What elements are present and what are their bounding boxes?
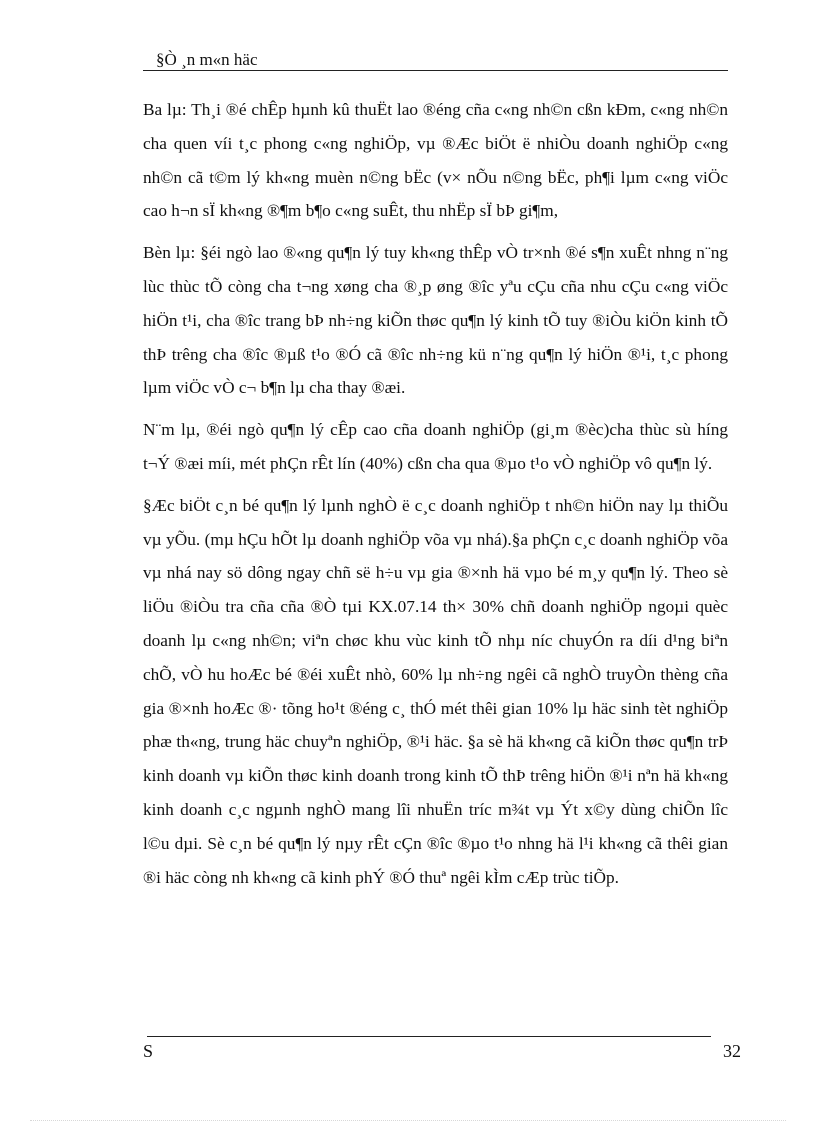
header-rule: [143, 70, 728, 71]
page-number: 32: [723, 1041, 741, 1061]
paragraph-dac-biet: §Æc biÖt c¸n bé qu¶n lý lµnh nghÒ ë c¸c doanh nghiÖp t nh©n hiÖn nay lµ thiÕu vµ yÕu. (mµ hÇu hÕt lµ doanh nghiÖp võa vµ nhá).§a phÇn c¸c doanh nghiÖp võa vµ nhá nay sö dông ngay chñ së h÷u vµ gia ®×nh hä vµo bé m¸y qu¶n lý. Theo sè liÖu ®iÒu tra cña cña ®Ò tµi KX.07.14 th× 30% chñ doanh nghiÖp ngoµi quèc doanh lµ c«ng nh©n; viªn chøc khu vùc kinh tÕ nhµ níc chuyÓn ra díi d¹ng biªn chÕ, vÒ hu hoÆc bé ®éi xuÊt nhò, 60% lµ nh÷ng ngêi cã nghÒ truyÒn thèng cña gia ®×nh hoÆc ®· tõng ho¹t ®éng c¸ thÓ mét thêi gian 10% lµ häc sinh tèt nghiÖp phæ th«ng, trung häc chuyªn nghiÖp, ®¹i häc. §a sè hä kh«ng cã kiÕn thøc qu¶n trÞ kinh doanh vµ kiÕn thøc kinh doanh trong kinh tÕ thÞ trêng hiÖn ®¹i nªn hä kh«ng kinh doanh c¸c ngµnh nghÒ mang lîi nhuËn tríc m¾t vµ Ýt x©y dùng chiÕn lîc l©u dµi. Sè c¸n bé qu¶n lý nµy rÊt cÇn ®îc ®µo t¹o nhng hä l¹i kh«ng cã thêi gian ®i häc còng nh kh«ng cã kinh phÝ ®Ó thuª ngêi kÌm cÆp trùc tiÕp.: [143, 495, 728, 887]
page-header-title: §Ò ¸n m«n häc: [156, 50, 258, 69]
document-body: [143, 93, 728, 902]
paragraph-nam-la: N¨m lµ, ®éi ngò qu¶n lý cÊp cao cña doanh nghiÖp (gi¸m ®èc)cha thùc sù híng t¬Ý ®æi míi, mét phÇn rÊt lín (40%) cßn cha qua ®µo t¹o vÒ nghiÖp vô qu¶n lý.: [143, 420, 728, 473]
page-bottom-edge: [30, 1120, 786, 1121]
paragraph-bon-la: Bèn lµ: §éi ngò lao ®«ng qu¶n lý tuy kh«ng thÊp vÒ tr×nh ®é s¶n xuÊt nhng n¨ng lùc thùc tÕ còng cha t¬ng xøng cha ®¸p øng ®îc yªu cÇu cña nhu cÇu c«ng viÖc hiÖn t¹i, cha ®îc trang bÞ nh÷ng kiÕn thøc qu¶n lý kinh tÕ tuy ®iÒu kiÖn kinh tÕ thÞ trêng cha ®îc ®µß t¹o ®Ó cã ®îc nh÷ng kü n¨ng qu¶n lý hiÖn ®¹i, t¸c phong lµm viÖc vÒ c¬ b¶n lµ cha thay ®æi.: [143, 243, 728, 398]
footer-left-text: S: [143, 1041, 154, 1061]
paragraph-ba-la: Ba lµ: Th¸i ®é chÊp hµnh kû thuËt lao ®éng cña c«ng nh©n cßn kÐm, c«ng nh©n cha quen víi t¸c phong c«ng nghiÖp, vµ ®Æc biÖt ë nhiÒu doanh nghiÖp c«ng nh©n cã t©m lý kh«ng muèn n©ng bËc (v× nÕu n©ng bËc, ph¶i lµm c«ng viÖc cao h¬n sÏ kh«ng ®¶m b¶o c«ng suÊt, thu nhËp sÏ bÞ gi¶m,: [143, 100, 728, 221]
footer-rule: [147, 1036, 711, 1037]
